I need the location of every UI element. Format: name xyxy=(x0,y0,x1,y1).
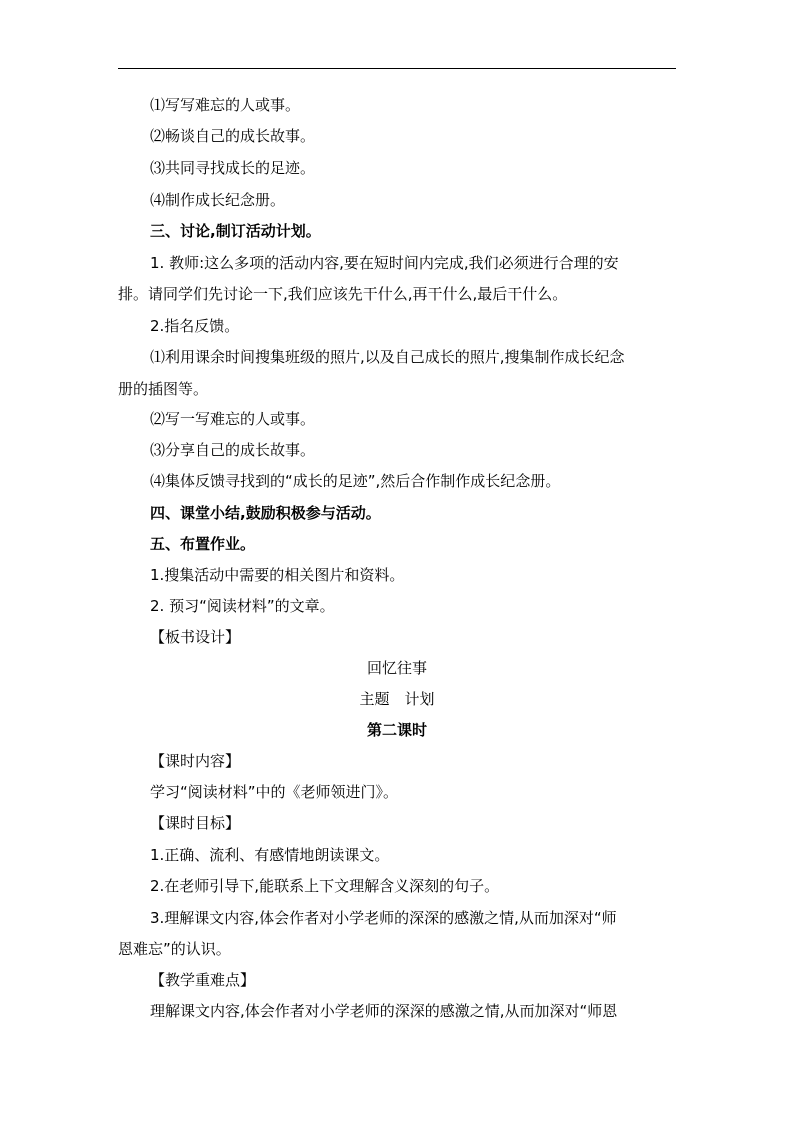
list-item: ⑷制作成长纪念册。 xyxy=(150,191,286,209)
list-item: 3.理解课文内容,体会作者对小学老师的深深的感激之情,从而加深对“师 xyxy=(150,909,617,927)
list-item: ⑶分享自己的成长故事。 xyxy=(150,441,316,459)
list-item: 2. 预习“阅读材料”的文章。 xyxy=(150,597,335,615)
list-item: 1.搜集活动中需要的相关图片和资料。 xyxy=(150,566,405,584)
paragraph-line: 排。请同学们先讨论一下,我们应该先干什么,再干什么,最后干什么。 xyxy=(118,285,568,303)
board-subtitle: 主题 计划 xyxy=(359,690,435,708)
list-item: 册的插图等。 xyxy=(118,380,209,398)
header-rule xyxy=(118,68,676,69)
list-item: ⑴利用课余时间搜集班级的照片,以及自己成长的照片,搜集制作成长纪念 xyxy=(150,348,625,366)
paragraph-line: 2.指名反馈。 xyxy=(150,317,240,335)
list-item: 2.在老师引导下,能联系上下文理解含义深刻的句子。 xyxy=(150,877,500,895)
section-label: 【板书设计】 xyxy=(150,628,241,646)
section-label: 【课时内容】 xyxy=(150,752,241,770)
lesson-title: 第二课时 xyxy=(366,721,427,739)
board-title: 回忆往事 xyxy=(366,659,427,677)
section-heading: 三、讨论,制订活动计划。 xyxy=(150,222,321,240)
list-item: 1.正确、流利、有感情地朗读课文。 xyxy=(150,846,390,864)
paragraph-line: 学习“阅读材料”中的《老师领进门》。 xyxy=(150,783,399,801)
list-item: ⑷集体反馈寻找到的“成长的足迹”,然后合作制作成长纪念册。 xyxy=(150,472,561,490)
list-item: ⑴写写难忘的人或事。 xyxy=(150,96,301,114)
paragraph-line: 理解课文内容,体会作者对小学老师的深深的感激之情,从而加深对“师恩 xyxy=(150,1002,618,1020)
list-item: ⑵畅谈自己的成长故事。 xyxy=(150,127,316,145)
list-item: ⑵写一写难忘的人或事。 xyxy=(150,410,316,428)
paragraph-line: 1. 教师:这么多项的活动内容,要在短时间内完成,我们必须进行合理的安 xyxy=(150,254,619,272)
section-label: 【教学重难点】 xyxy=(150,971,256,989)
list-item: 恩难忘”的认识。 xyxy=(118,940,231,958)
section-heading: 四、课堂小结,鼓励积极参与活动。 xyxy=(150,504,381,522)
list-item: ⑶共同寻找成长的足迹。 xyxy=(150,159,316,177)
section-label: 【课时目标】 xyxy=(150,814,241,832)
section-heading: 五、布置作业。 xyxy=(150,535,256,553)
